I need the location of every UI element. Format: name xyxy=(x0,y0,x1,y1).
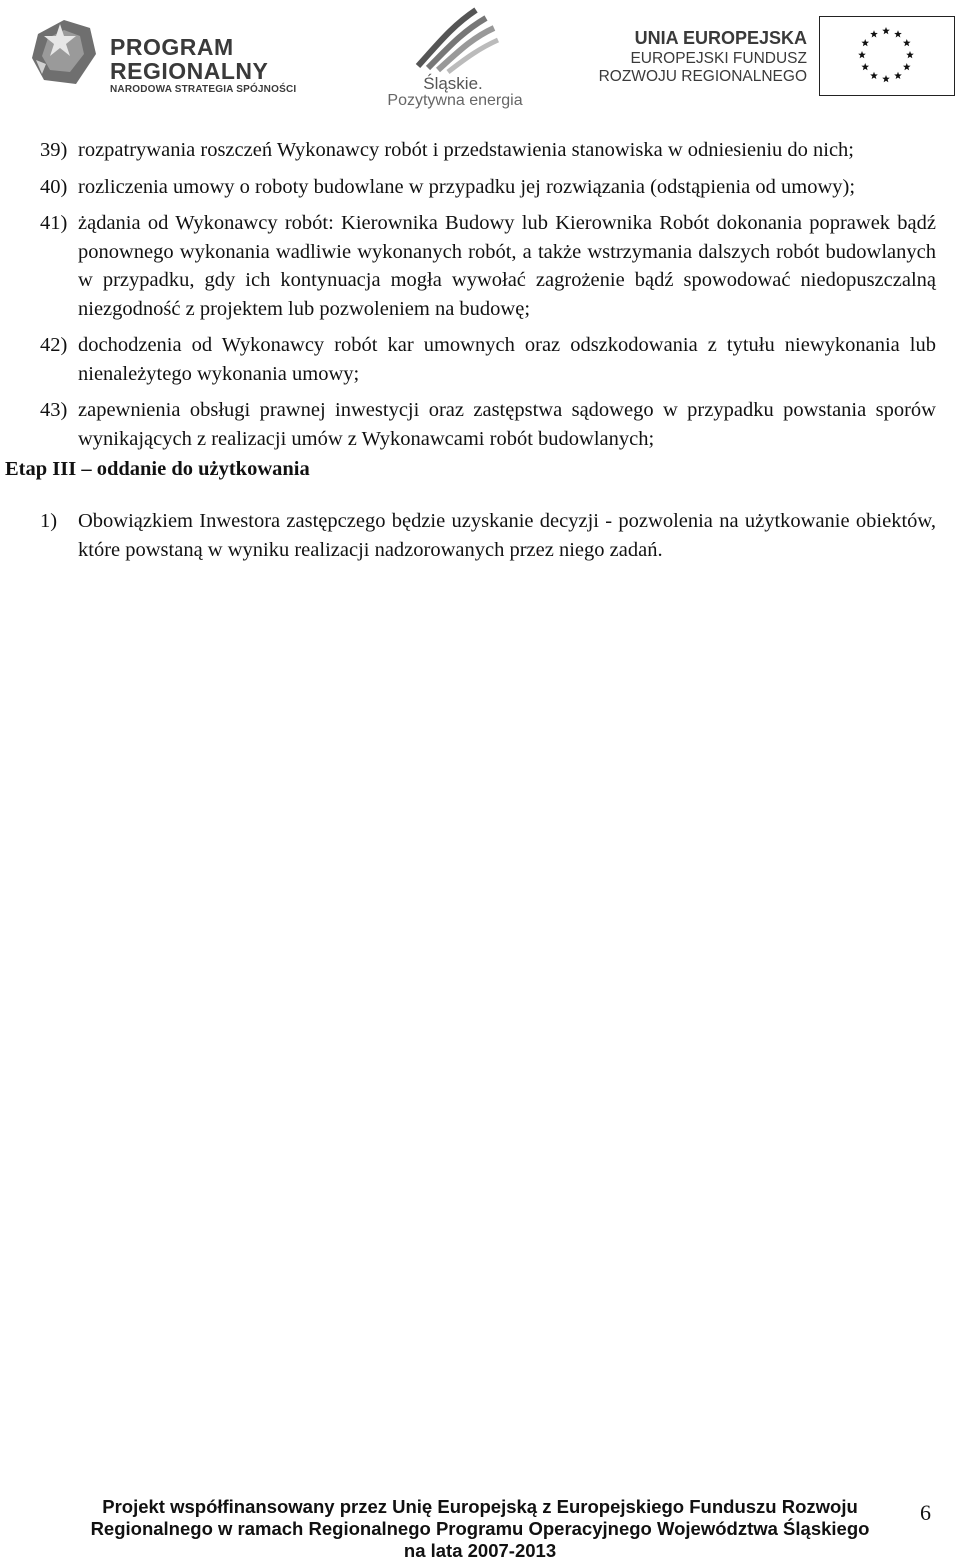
program-regionalny-emblem-icon xyxy=(30,14,102,90)
list-item xyxy=(0,136,960,165)
list-item xyxy=(0,173,960,202)
slaskie-line2: Pozytywna energia xyxy=(387,92,523,109)
footer-line1: Projekt współfinansowany przez Unię Europejską z Europejskiego Funduszu Rozwoju xyxy=(102,1496,858,1517)
footer-line2: Regionalnego w ramach Regionalnego Programu Operacyjnego Województwa Śląskiego xyxy=(90,1518,870,1539)
slaskie-line1: Śląskie. xyxy=(423,74,483,93)
program-regionalny-line2: REGIONALNY xyxy=(110,58,269,84)
list-item-number: 39) xyxy=(40,139,68,161)
eu-star-icon xyxy=(903,39,911,46)
slaskie-waves-icon xyxy=(410,4,500,74)
list-item xyxy=(0,209,960,323)
list-item-text: Obowiązkiem Inwestora zastępczego będzie uzyskanie decyzji - pozwolenia na użytkowanie obiektów, które powstaną w wyniku realizacji nadzorowanych przez niego zadań. xyxy=(78,510,936,561)
unia-line1: UNIA EUROPEJSKA xyxy=(634,28,807,48)
page-footer xyxy=(0,1496,960,1562)
eu-flag-icon xyxy=(819,16,955,96)
section-heading: Etap III – oddanie do użytkowania xyxy=(5,458,310,480)
list-item xyxy=(0,507,960,564)
list-item-text: rozpatrywania roszczeń Wykonawcy robót i przedstawienia stanowiska w odniesieniu do nich; xyxy=(78,139,855,161)
list-item xyxy=(0,396,960,453)
page-number: 6 xyxy=(920,1500,931,1525)
list-item-text: zapewnienia obsługi prawnej inwestycji oraz zastępstwa sądowego w przypadku powstania sporów wynikających z realizacji umów z Wykonawcami robót budowlanych; xyxy=(78,399,936,450)
list-item-number: 43) xyxy=(40,399,68,421)
list-item-number: 40) xyxy=(40,175,68,198)
slaskie-logo xyxy=(370,4,540,114)
eu-star-icon xyxy=(882,75,890,82)
unia-line2: EUROPEJSKI FUNDUSZ xyxy=(630,50,807,67)
eu-star-icon xyxy=(903,63,911,70)
eu-star-icon xyxy=(858,51,866,58)
list-item-number: 42) xyxy=(40,334,68,356)
list-item-number: 1) xyxy=(40,510,58,532)
program-regionalny-line1: PROGRAM xyxy=(110,34,234,60)
program-regionalny-logo xyxy=(30,14,330,96)
page-header xyxy=(0,0,960,120)
list-item xyxy=(0,331,960,388)
eu-star-icon xyxy=(870,30,878,37)
eu-star-icon xyxy=(906,51,914,58)
eu-star-icon xyxy=(861,39,869,46)
eu-star-icon xyxy=(894,72,902,79)
list-item-text: rozliczenia umowy o roboty budowlane w przypadku jej rozwiązania (odstąpienia od umowy); xyxy=(78,175,856,198)
list-item-text: dochodzenia od Wykonawcy robót kar umownych oraz odszkodowania z tytułu niewykonania lub nienależytego wykonania umowy; xyxy=(78,334,936,385)
list-item-number: 41) xyxy=(40,212,68,234)
list-item-text: żądania od Wykonawcy robót: Kierownika Budowy lub Kierownika Robót dokonania poprawek bądź ponownego wykonania wadliwie wykonanych robót, a także wstrzymania dalszych robót budowlanych w przypadku, gdy ich kontynuacja mogła wywołać zagrożenie bądź spowodować niedopuszczalną niezgodność z projektem lub pozwoleniem na budowę; xyxy=(78,212,936,320)
document-body xyxy=(0,136,960,564)
unia-line3: ROZWOJU REGIONALNEGO xyxy=(598,68,807,85)
footer-line3: na lata 2007-2013 xyxy=(403,1540,557,1561)
eu-star-icon xyxy=(882,27,890,34)
eu-star-icon xyxy=(894,30,902,37)
unia-europejska-logo xyxy=(580,16,955,100)
program-regionalny-line3: NARODOWA STRATEGIA SPÓJNOŚCI xyxy=(110,84,297,95)
eu-star-icon xyxy=(861,63,869,70)
eu-star-icon xyxy=(870,72,878,79)
